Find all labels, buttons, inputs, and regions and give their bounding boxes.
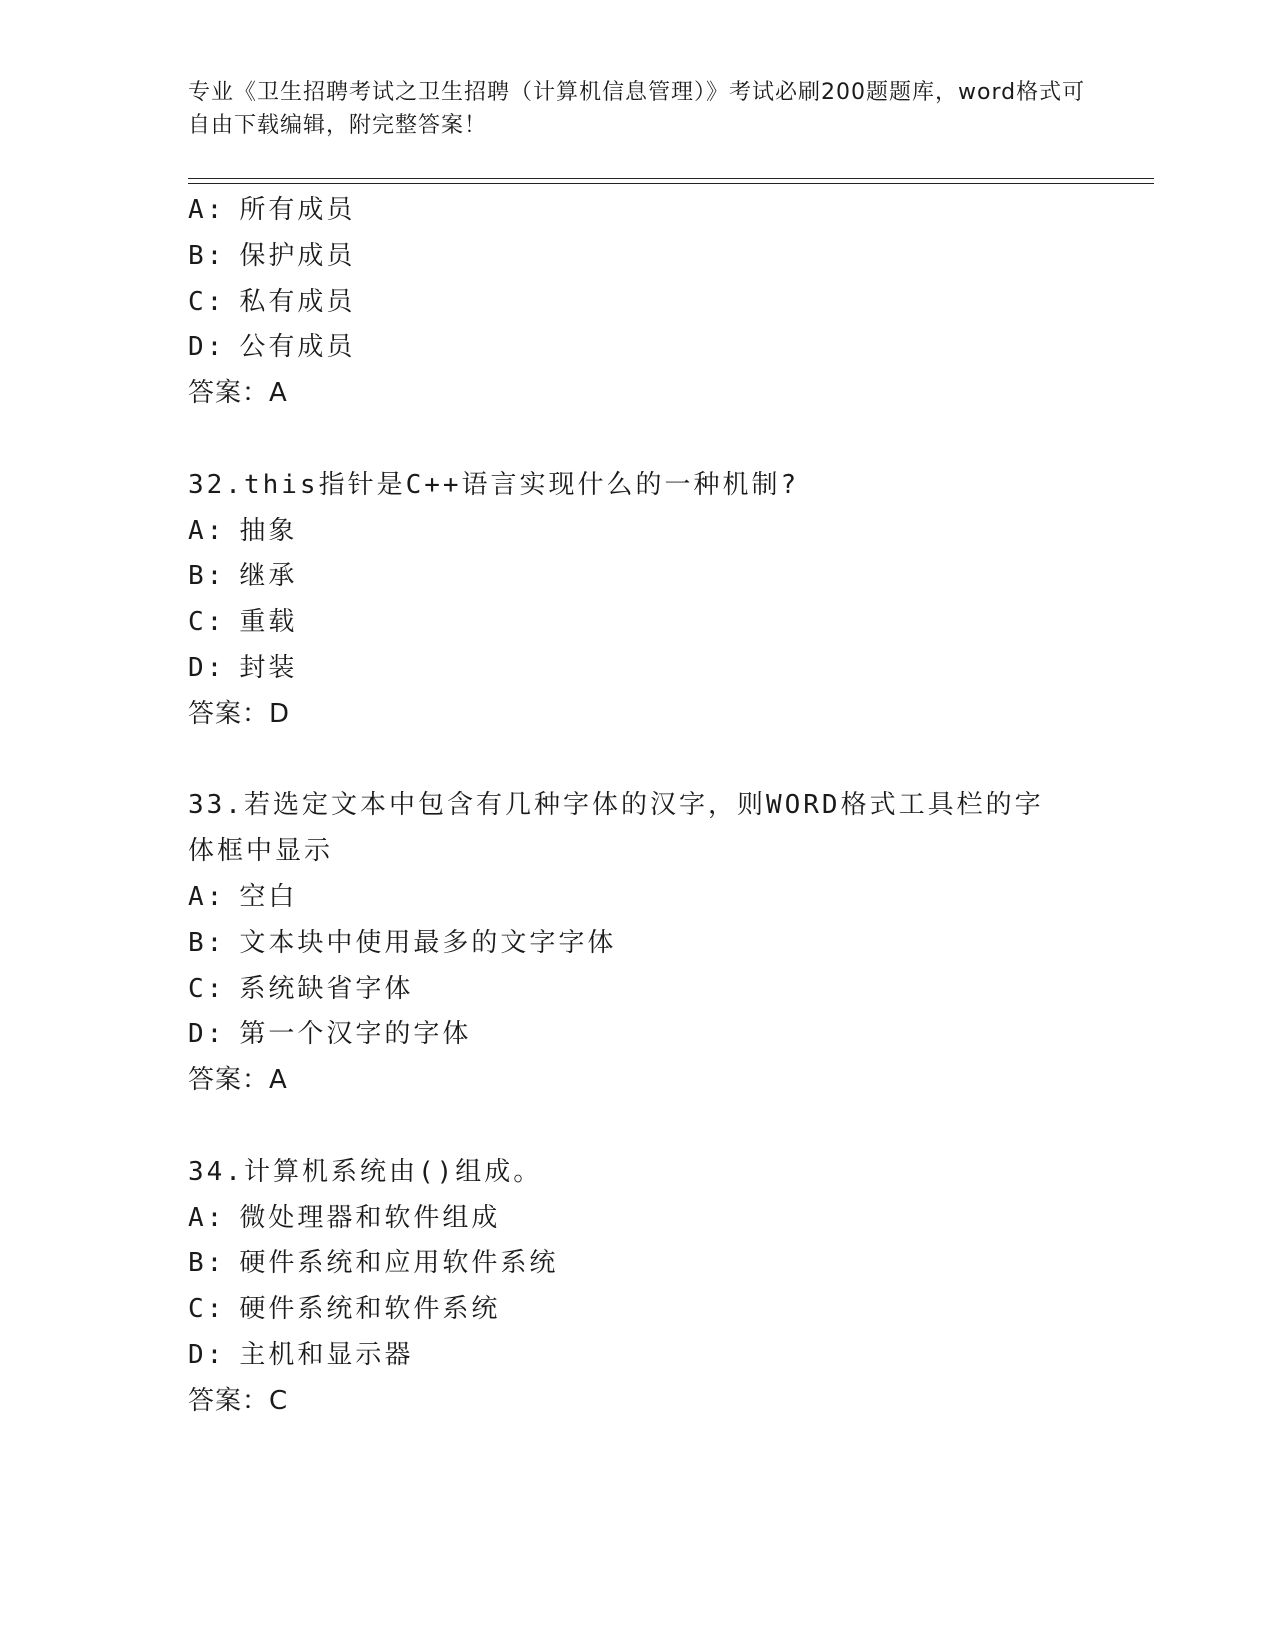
question-stem: 32.this指针是C++语言实现什么的一种机制? bbox=[188, 469, 800, 500]
spacer bbox=[188, 738, 1154, 784]
option-d: D: 主机和显示器 bbox=[188, 1339, 414, 1370]
answer-line: 答案：A bbox=[188, 1065, 288, 1096]
question-33 bbox=[188, 783, 1154, 1104]
option-a: A: 抽象 bbox=[188, 515, 298, 546]
option-b: B: 文本块中使用最多的文字字体 bbox=[188, 927, 617, 958]
header-title: 专业《卫生招聘考试之卫生招聘（计算机信息管理）》考试必刷200题题库，word格式可自由下载编辑，附完整答案！ bbox=[188, 80, 1086, 138]
option-d: D: 封装 bbox=[188, 652, 298, 683]
option-c: C: 重载 bbox=[188, 607, 298, 638]
option-b: B: 继承 bbox=[188, 561, 298, 592]
option-a: A: 微处理器和软件组成 bbox=[188, 1202, 501, 1233]
answer-line: 答案：C bbox=[188, 1385, 289, 1416]
option-a: A: 所有成员 bbox=[188, 195, 356, 225]
document-header bbox=[188, 76, 1088, 142]
option-c: C: 私有成员 bbox=[188, 286, 356, 317]
header-divider-bottom bbox=[188, 183, 1154, 184]
option-c: C: 硬件系统和软件系统 bbox=[188, 1294, 501, 1325]
answer-line: 答案：D bbox=[188, 698, 291, 729]
spacer bbox=[188, 1104, 1154, 1150]
question-stem: 34.计算机系统由()组成。 bbox=[188, 1156, 543, 1187]
question-34 bbox=[188, 1150, 1154, 1425]
answer-line: 答案：A bbox=[188, 378, 288, 409]
option-d: D: 第一个汉字的字体 bbox=[188, 1019, 472, 1050]
option-c: C: 系统缺省字体 bbox=[188, 973, 414, 1004]
option-a: A: 空白 bbox=[188, 881, 298, 912]
question-stem: 33.若选定文本中包含有几种字体的汉字，则WORD格式工具栏的字体框中显示 bbox=[188, 790, 1044, 867]
header-divider-top bbox=[188, 178, 1154, 179]
spacer bbox=[188, 417, 1154, 463]
option-b: B: 硬件系统和应用软件系统 bbox=[188, 1248, 559, 1279]
question-list bbox=[188, 188, 1154, 1425]
option-b: B: 保护成员 bbox=[188, 240, 356, 271]
option-d: D: 公有成员 bbox=[188, 332, 356, 363]
question-32 bbox=[188, 463, 1154, 738]
question-partial bbox=[188, 188, 1154, 417]
